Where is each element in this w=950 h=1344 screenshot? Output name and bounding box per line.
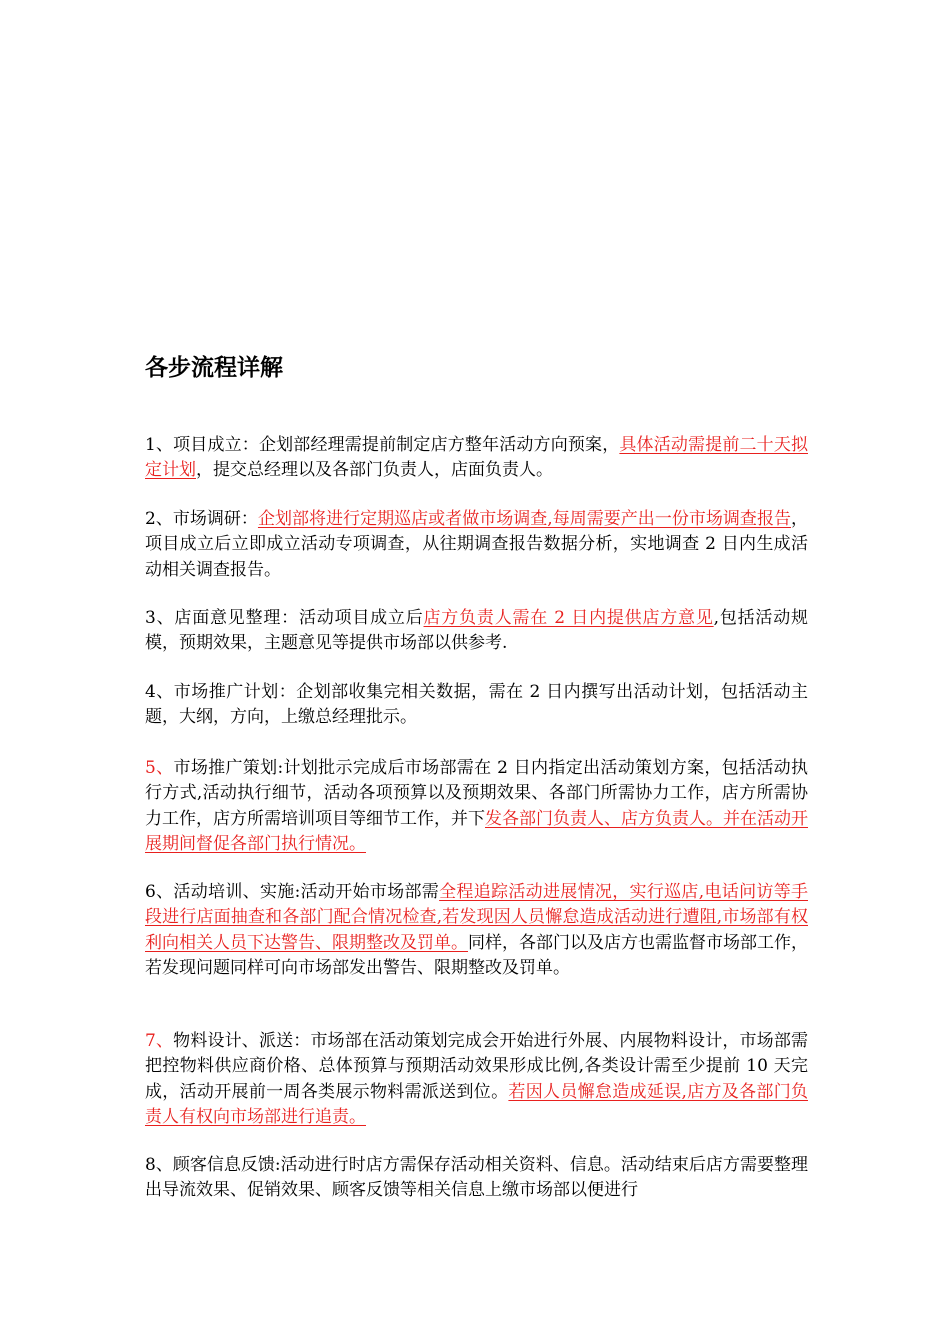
step-7-number: 7、 (145, 1031, 174, 1051)
step-2-text-2: ，项目成立后立即成立活动专项调查，从往期调查报告数据分析，实地调查 2 日内生成活动相关调查报告。 (145, 509, 808, 580)
step-6-text: 6、活动培训、实施:活动开始市场部需 (145, 882, 440, 902)
step-7-highlight: 若因人员懈怠造成延误,店方及各部门负责人有权向市场部进行追责。 (145, 1081, 808, 1128)
step-7-text: 物料设计、派送：市场部在活动策划完成会开始进行外展、内展物料设计，市场部需把控物料供应商价格、总体预算与预期活动效果形成比例,各类设计需至少提前 10 天完成，活动开展前一周各类展示物料需派送到位。 (145, 1031, 809, 1102)
step-6-highlight: 全程追踪活动进展情况，实行巡店,电话问访等手段进行店面抽查和各部门配合情况检查,若发现因人员懈怠造成活动进行遭阻,市场部有权利向相关人员下达警告、限期整改及罚单。 (145, 882, 808, 953)
step-6-paragraph (145, 880, 808, 982)
step-1-text: 1、项目成立：企划部经理需提前制定店方整年活动方向预案， (145, 435, 620, 455)
step-5-paragraph (145, 756, 808, 858)
step-3-highlight: 店方负责人需在 2 日内提供店方意见 (423, 608, 714, 628)
step-2-paragraph (145, 507, 808, 583)
step-8-paragraph (145, 1153, 808, 1204)
step-8-text: 8、顾客信息反馈:活动进行时店方需保存活动相关资料、信息。活动结束后店方需要整理出导流效果、促销效果、顾客反馈等相关信息上缴市场部以便进行 (145, 1155, 808, 1201)
step-7-paragraph (145, 1029, 808, 1131)
step-3-paragraph (145, 606, 808, 657)
step-6-text-2: 同样，各部门以及店方也需监督市场部工作，若发现问题同样可向市场部发出警告、限期整改及罚单。 (145, 932, 808, 979)
step-4-paragraph (145, 680, 808, 731)
step-4-text: 4、市场推广计划：企划部收集完相关数据，需在 2 日内撰写出活动计划，包括活动主题，大纲，方向，上缴总经理批示。 (145, 682, 808, 728)
step-1-text-2: ，提交总经理以及各部门负责人，店面负责人。 (196, 460, 553, 481)
step-5-number: 5、 (145, 758, 174, 778)
step-3-text-2: ,包括活动规模，预期效果，主题意见等提供市场部以供参考. (145, 608, 808, 654)
step-1-paragraph (145, 433, 808, 484)
step-1-highlight: 具体活动需提前二十天拟定计划 (145, 435, 808, 481)
step-5-text: 市场推广策划:计划批示完成后市场部需在 2 日内指定出活动策划方案，包括活动执行方式,活动执行细节，活动各项预算以及预期效果、各部门所需协力工作，店方所需协力工作，店方所需培训项目等细节工作，并下 (145, 758, 808, 829)
step-2-highlight: 企划部将进行定期巡店或者做市场调查,每周需要产出一份市场调查报告 (257, 509, 791, 529)
step-3-text: 3、店面意见整理：活动项目成立后 (145, 608, 424, 628)
step-5-highlight: 发各部门负责人、店方负责人。并在活动开展期间督促各部门执行情况。 (145, 808, 808, 855)
section-heading: 各步流程详解 (145, 355, 283, 381)
step-2-text: 2、市场调研： (145, 509, 258, 529)
